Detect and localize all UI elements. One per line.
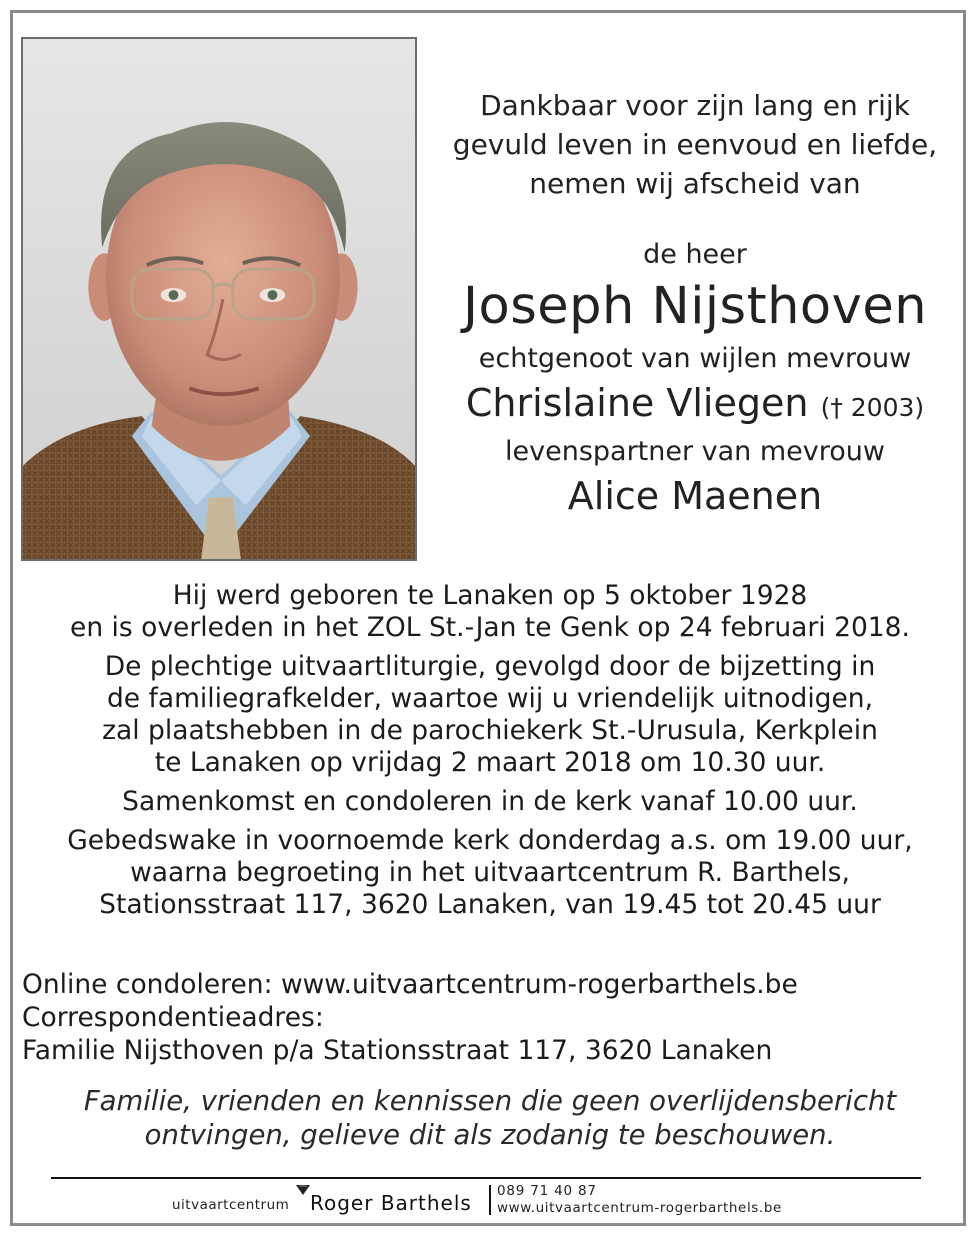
relation-spouse: echtgenoot van wijlen mevrouw: [478, 343, 912, 374]
closing-note: [22, 1084, 958, 1152]
paragraph-line: waarna begroeting in het uitvaartcentrum R. Barthels,: [130, 857, 850, 888]
online-condolence: Online condoleren: www.uitvaartcentrum-rogerbarthels.be: [22, 969, 798, 1000]
paragraph-line: Hij werd geboren te Lanaken op 5 oktober 1928: [172, 580, 808, 611]
footer-vertical-divider: [489, 1185, 491, 1215]
portrait-illustration: [23, 39, 415, 559]
closing-line: Familie, vrienden en kennissen die geen overlijdensbericht: [83, 1085, 897, 1117]
phone-number: 089 71 40 87: [497, 1183, 597, 1199]
funeral-paragraph: [22, 651, 958, 779]
paragraph-line: Samenkomst en condoleren in de kerk vanaf 10.00 uur.: [122, 786, 858, 817]
relation-partner: levenspartner van mevrouw: [505, 436, 885, 467]
name-block: [425, 236, 965, 521]
paragraph-line: De plechtige uitvaartliturgie, gevolgd door de bijzetting in: [104, 651, 876, 682]
contact-block: [22, 968, 958, 1067]
announcement-body: [22, 580, 958, 928]
footer: [0, 1183, 980, 1223]
intro-line: nemen wij afscheid van: [529, 167, 861, 200]
partner-name: Alice Maenen: [567, 474, 823, 518]
brand-prefix: uitvaartcentrum: [172, 1197, 290, 1213]
spouse-line: [425, 378, 965, 433]
deceased-name: Joseph Nijsthoven: [462, 277, 928, 336]
paragraph-line: Gebedswake in voornoemde kerk donderdag a.s. om 19.00 uur,: [67, 825, 913, 856]
paragraph-line: de familiegrafkelder, waartoe wij u vriendelijk uitnodigen,: [106, 683, 874, 714]
paragraph-line: zal plaatshebben in de parochiekerk St.-Urusula, Kerkplein: [102, 715, 878, 746]
footer-divider-line: [51, 1177, 921, 1179]
condolence-paragraph: [22, 786, 958, 818]
website-link[interactable]: www.uitvaartcentrum-rogerbarthels.be: [497, 1200, 782, 1216]
paragraph-line: te Lanaken op vrijdag 2 maart 2018 om 10.30 uur.: [154, 747, 826, 778]
brand-name: Roger Barthels: [310, 1191, 472, 1215]
correspondence-label: Correspondentieadres:: [22, 1002, 324, 1033]
intro-line: gevuld leven in eenvoud en liefde,: [452, 128, 938, 161]
closing-line: ontvingen, gelieve dit als zodanig te beschouwen.: [144, 1119, 836, 1151]
funeral-home-logo-icon: [296, 1185, 310, 1195]
correspondence-address: Familie Nijsthoven p/a Stationsstraat 117, 3620 Lanaken: [22, 1035, 773, 1066]
paragraph-line: en is overleden in het ZOL St.-Jan te Genk op 24 februari 2018.: [70, 612, 910, 643]
portrait-photo: [21, 37, 417, 561]
birth-death-paragraph: [22, 580, 958, 644]
intro-text: [430, 86, 960, 203]
salutation: de heer: [643, 239, 747, 270]
spouse-death-year: († 2003): [820, 393, 925, 422]
paragraph-line: Stationsstraat 117, 3620 Lanaken, van 19.45 tot 20.45 uur: [99, 889, 881, 920]
intro-line: Dankbaar voor zijn lang en rijk: [480, 89, 910, 122]
spouse-name: Chrislaine Vliegen: [465, 381, 809, 425]
wake-paragraph: [22, 825, 958, 921]
